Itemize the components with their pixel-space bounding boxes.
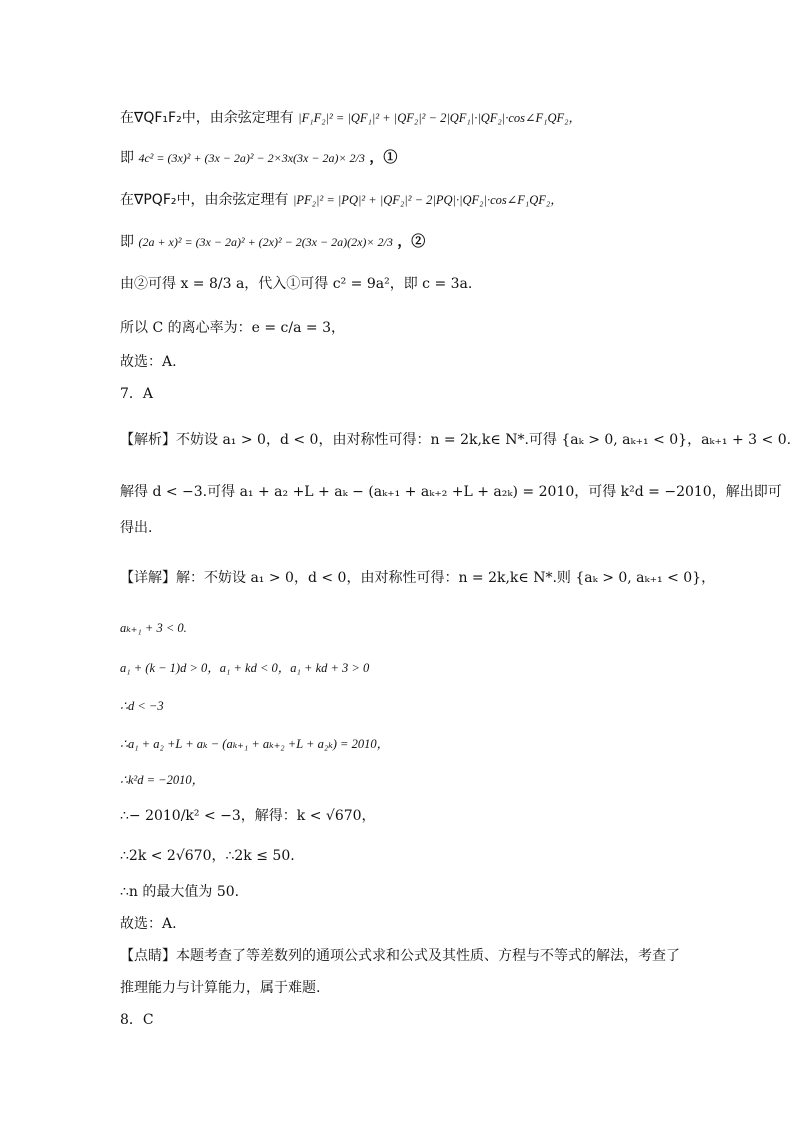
detail-text-6: ∴k²d = −2010， [120, 773, 205, 787]
detail-text-9: ∴n 的最大值为 50. [120, 884, 240, 900]
question-8-answer: 8．C [120, 1012, 154, 1028]
equation-1-marker: ，① [369, 150, 398, 166]
solution-line-4 [120, 232, 684, 252]
detail-text-5: ∴a₁ + a₂ +L + aₖ − (aₖ₊₁ + aₖ₊₂ +L + a₂ₖ) = 2010， [120, 737, 390, 751]
analysis-line-3 [120, 518, 684, 538]
solution-line-7 [120, 352, 684, 372]
detail-line-1 [120, 568, 716, 588]
equation-2: (2a + x)² = (3x − 2a)² + (2x)² − 2(3x − 2a)(2x)× 2/3 [138, 235, 393, 249]
analysis-text-1: 【解析】不妨设 a₁ > 0，d < 0，由对称性可得：n = 2k,k∈ N*.可得 {aₖ > 0, aₖ₊₁ < 0}，aₖ₊₁ + 3 < 0. [120, 432, 792, 448]
detail-line-6 [120, 770, 684, 790]
detail-text-3: a₁ + (k − 1)d > 0，a₁ + kd < 0，a₁ + kd + 3 > 0 [120, 661, 370, 675]
detail-text-7: ∴− 2010/k² < −3，解得：k < √670， [120, 808, 376, 824]
remark-line-1 [120, 946, 684, 966]
question-7-heading [120, 384, 684, 404]
equation-1: 4c² = (3x)² + (3x − 2a)² − 2×3x(3x − 2a)× 2/3 [138, 151, 365, 165]
cosine-law-intro-1: 在∇QF₁F₂中，由余弦定理有 [120, 110, 294, 126]
detail-text-8: ∴2k < 2√670，∴2k ≤ 50. [120, 848, 295, 864]
detail-line-10 [120, 914, 684, 934]
analysis-text-2: 解得 d < −3.可得 a₁ + a₂ +L + aₖ − (aₖ₊₁ + aₖ₊₂ +L + a₂ₖ) = 2010，可得 k²d = −2010，解出即可 [120, 484, 782, 500]
analysis-line-2 [120, 482, 782, 502]
detail-line-7 [120, 806, 684, 826]
detail-text-4: ∴d < −3 [120, 699, 164, 713]
remark-line-2 [120, 978, 684, 998]
question-8-heading [120, 1010, 684, 1030]
equation-2-marker: ，② [397, 234, 426, 250]
equation-2-prefix: 即 [120, 234, 134, 250]
cosine-law-formula-2: |PF₂|² = |PQ|² + |QF₂|² − 2|PQ|·|QF₂|·cos∠F₁QF₂， [292, 193, 563, 207]
detail-line-5 [120, 734, 684, 754]
choice-text-6: 故选：A. [120, 354, 177, 370]
equation-1-prefix: 即 [120, 150, 134, 166]
question-7-answer: 7．A [120, 386, 154, 402]
eccentricity-text: 所以 C 的离心率为：e = c/a = 3， [120, 320, 345, 336]
detail-line-4 [120, 696, 684, 716]
detail-text-2: aₖ₊₁ + 3 < 0. [120, 621, 187, 635]
solution-line-5 [120, 274, 684, 294]
analysis-line-1 [120, 430, 792, 450]
detail-line-3 [120, 658, 684, 678]
solution-line-2 [120, 148, 684, 168]
detail-text-1: 【详解】解：不妨设 a₁ > 0，d < 0，由对称性可得：n = 2k,k∈ N*.则 {aₖ > 0, aₖ₊₁ < 0}， [120, 570, 716, 586]
analysis-text-3: 得出. [120, 520, 153, 536]
solve-x-text: 由②可得 x = 8/3 a，代入①可得 c² = 9a²，即 c = 3a. [120, 276, 473, 292]
solution-line-6 [120, 318, 684, 338]
remark-text-1: 【点睛】本题考查了等差数列的通项公式求和公式及其性质、方程与不等式的解法，考查了 [120, 948, 680, 964]
cosine-law-intro-2: 在∇PQF₂中，由余弦定理有 [120, 192, 289, 208]
solution-line-3 [120, 190, 684, 210]
remark-text-2: 推理能力与计算能力，属于难题. [120, 980, 321, 996]
solution-line-1 [120, 108, 684, 128]
detail-line-9 [120, 882, 684, 902]
detail-line-8 [120, 846, 684, 866]
cosine-law-formula-1: |F₁F₂|² = |QF₁|² + |QF₂|² − 2|QF₁|·|QF₂|·cos∠F₁QF₂， [298, 111, 581, 125]
detail-text-10: 故选：A. [120, 916, 177, 932]
detail-line-2 [120, 618, 684, 638]
